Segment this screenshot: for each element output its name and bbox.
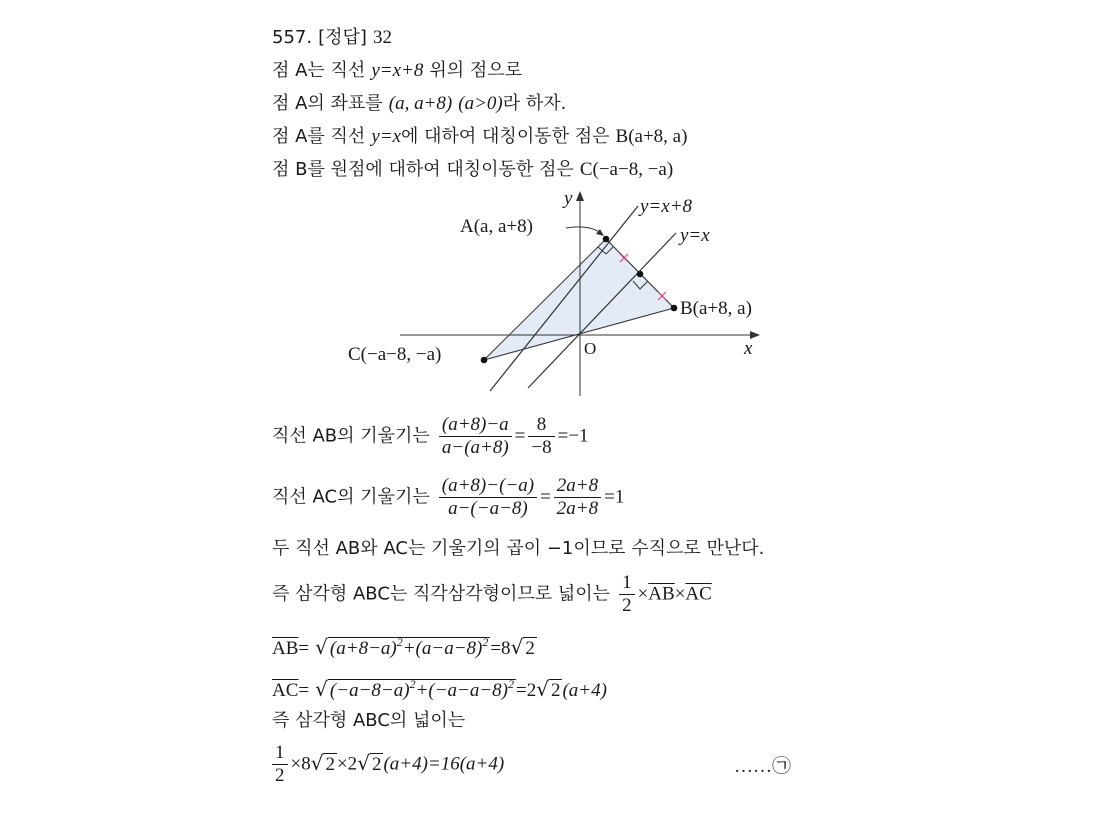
fraction: $\frac{1}{2}$ xyxy=(272,742,288,787)
point-a xyxy=(603,236,610,243)
slope-ac-line: 직선 AC의 기울기는 $\frac{(a+8)-(-a)}{a-(-a-8)}$ = $\frac{2a+8}{2a+8}$ =1 xyxy=(272,475,625,519)
point-c xyxy=(481,357,488,364)
pointer-arrow xyxy=(566,227,602,234)
square-root: √ 2 xyxy=(510,635,535,659)
slope-ab-line: 직선 AB의 기울기는 $\frac{(a+8)-a}{a-(a+8)}$ = $\frac{8}{-8}$ =−1 xyxy=(272,414,589,458)
area-intro-line: 즉 삼각형 ABC의 넓이는 xyxy=(272,710,466,731)
square-root: √ $(-a-8-a)^2+(-a-a-8)^2$ xyxy=(315,677,514,701)
label-a: A(a, a+8) xyxy=(460,216,533,237)
coordinate-figure xyxy=(340,188,790,400)
label-y-axis: y xyxy=(564,188,573,209)
triangle-abc-shade xyxy=(484,239,674,360)
label-line-1: y=x+8 xyxy=(640,196,693,217)
label-x-axis: x xyxy=(744,338,753,359)
ab-length-line: $\overline{AB}=$ √ $(a+8-a)^2+(a-a-8)^2 =8√$ 2 xyxy=(272,630,537,661)
square-root: √ 2 xyxy=(310,750,335,775)
text-line-1: 점 A는 직선 y=x+8 위의 점으로 xyxy=(272,60,523,81)
y-axis-arrow-icon xyxy=(576,191,584,201)
perpendicular-line: 두 직선 AB와 AC는 기울기의 곱이 −1이므로 수직으로 만난다. xyxy=(272,538,765,559)
label-origin: O xyxy=(584,339,597,358)
text-line-4: 점 B를 원점에 대하여 대칭이동한 점은 C(−a−8, −a) xyxy=(272,159,674,180)
equation-tag: ……㉠ xyxy=(734,756,792,777)
square-root: √ 2 xyxy=(357,750,382,775)
area-formula-line: 즉 삼각형 ABC는 직각삼각형이므로 넓이는 $\frac{1}{2}$ $\times\overline{AB}\times\overline{AC}$ xyxy=(272,572,712,616)
label-b: B(a+8, a) xyxy=(680,298,752,319)
fraction: $\frac{8}{-8}$ xyxy=(528,414,554,459)
square-root: √ $(a+8-a)^2+(a-a-8)^2$ xyxy=(315,635,489,659)
point-b xyxy=(671,305,678,312)
area-result-line: $\frac{1}{2}$ ×8√ 2 ×2√ 2 (a+4)=16(a+4) xyxy=(272,742,504,787)
point-m xyxy=(637,271,644,278)
fraction: $\frac{2a+8}{2a+8}$ xyxy=(554,475,601,520)
label-c: C(−a−8, −a) xyxy=(348,344,442,365)
square-root: √ 2 xyxy=(536,677,561,701)
label-line-2: y=x xyxy=(680,225,710,246)
problem-header: 557. [정답] 32 xyxy=(272,27,392,48)
fraction: $\frac{1}{2}$ xyxy=(619,572,635,617)
text-line-3: 점 A를 직선 y=x에 대하여 대칭이동한 점은 B(a+8, a) xyxy=(272,126,688,147)
fraction: $\frac{(a+8)-(-a)}{a-(-a-8)}$ xyxy=(439,475,537,520)
text-line-2: 점 A의 좌표를 (a, a+8) (a>0)라 하자. xyxy=(272,93,567,114)
ac-length-line: $\overline{AC}=$ √ $(-a-8-a)^2+(-a-a-8)^2 =2√$ 2 (a+4) xyxy=(272,672,607,703)
pointer-arrow-head-icon xyxy=(596,229,604,236)
fraction: $\frac{(a+8)-a}{a-(a+8)}$ xyxy=(439,414,512,459)
